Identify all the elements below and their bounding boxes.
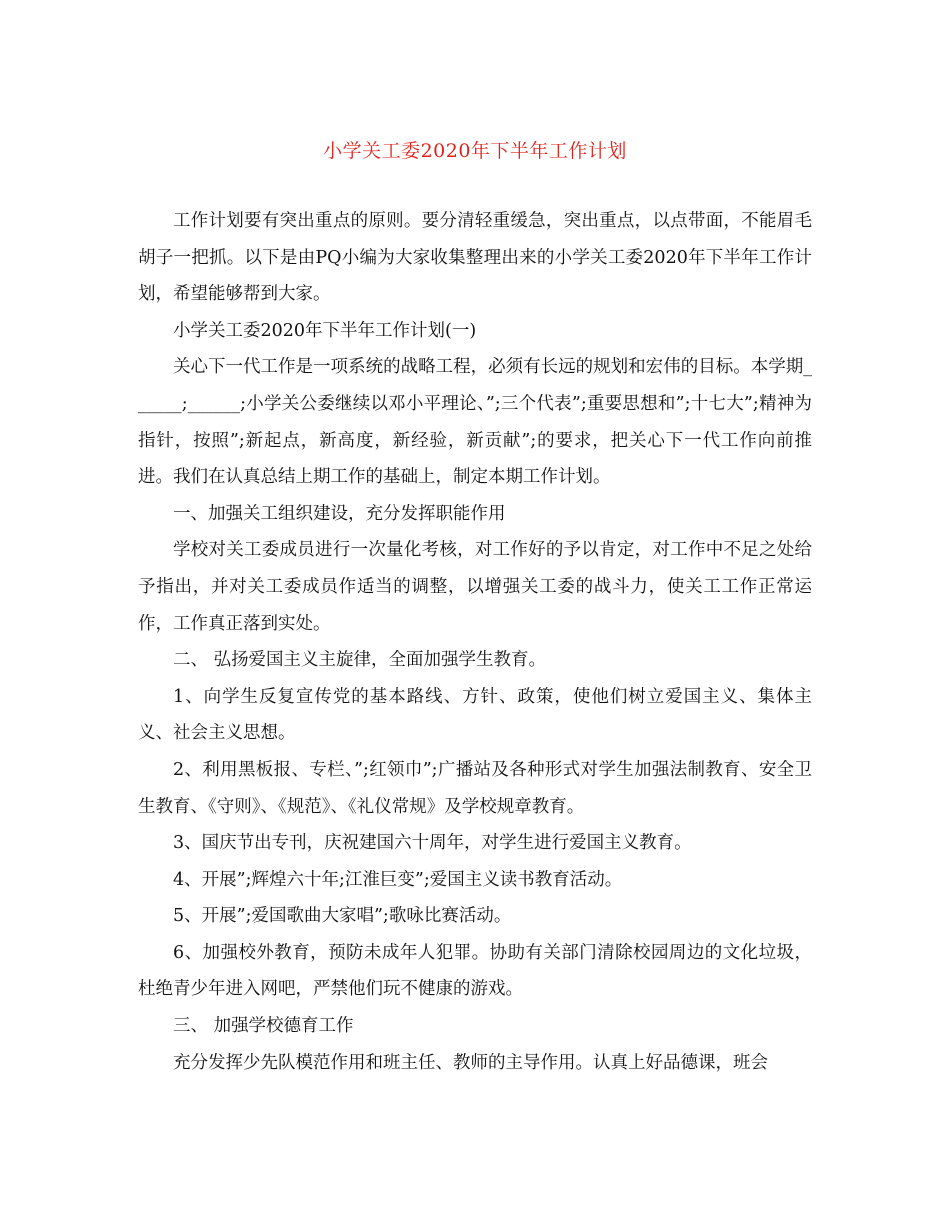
list-item: 5、开展”;爱国歌曲大家唱”;歌咏比赛活动。	[173, 906, 512, 927]
document-title: 小学关工委2020年下半年工作计划	[323, 140, 627, 162]
list-item: 3、国庆节出专刊，庆祝建国六十周年，对学生进行爱国主义教育。	[173, 833, 692, 854]
section-heading: 一、加强关工组织建设，充分发挥职能作用	[173, 503, 506, 524]
section-heading: 二、 弘扬爱国主义主旋律，全面加强学生教育。	[173, 650, 547, 671]
paragraph: 关心下一代工作是一项系统的战略工程，必须有长远的规划和宏伟的目标。本学期______;______;小学关公委继续以邓小平理论、”;三个代表”;重要思想和”;十七大”;精神为指针，按照”;新起点，新高度，新经验，新贡献”;的要求，把关心下一代工作向前推进。我们在认真总结上期工作的基础上，制定本期工作计划。	[138, 357, 812, 488]
section-heading: 小学关工委2020年下半年工作计划(一)	[173, 320, 477, 341]
list-item: 4、开展”;辉煌六十年;江淮巨变”;爱国主义读书教育活动。	[173, 869, 623, 890]
list-item: 2、利用黑板报、专栏、”;红领巾”;广播站及各种形式对学生加强法制教育、安全卫生教育、《守则》、《规范》、《礼仪常规》及学校规章教育。	[138, 759, 812, 817]
paragraph: 学校对关工委成员进行一次量化考核，对工作好的予以肯定，对工作中不足之处给予指出，并对关工委成员作适当的调整，以增强关工委的战斗力，使关工工作正常运作，工作真正落到实处。	[138, 540, 812, 634]
document-body	[138, 203, 812, 1081]
list-item: 6、加强校外教育，预防未成年人犯罪。协助有关部门清除校园周边的文化垃圾，杜绝青少年进入网吧，严禁他们玩不健康的游戏。	[138, 942, 812, 1000]
paragraph: 充分发挥少先队模范作用和班主任、教师的主导作用。认真上好品德课，班会	[173, 1052, 768, 1073]
paragraph: 工作计划要有突出重点的原则。要分清轻重缓急，突出重点，以点带面，不能眉毛胡子一把抓。以下是由PQ小编为大家收集整理出来的小学关工委2020年下半年工作计划，希望能够帮到大家。	[138, 211, 812, 305]
list-item: 1、向学生反复宣传党的基本路线、方针、政策，使他们树立爱国主义、集体主义、社会主义思想。	[138, 686, 812, 744]
section-heading: 三、 加强学校德育工作	[173, 1016, 354, 1037]
